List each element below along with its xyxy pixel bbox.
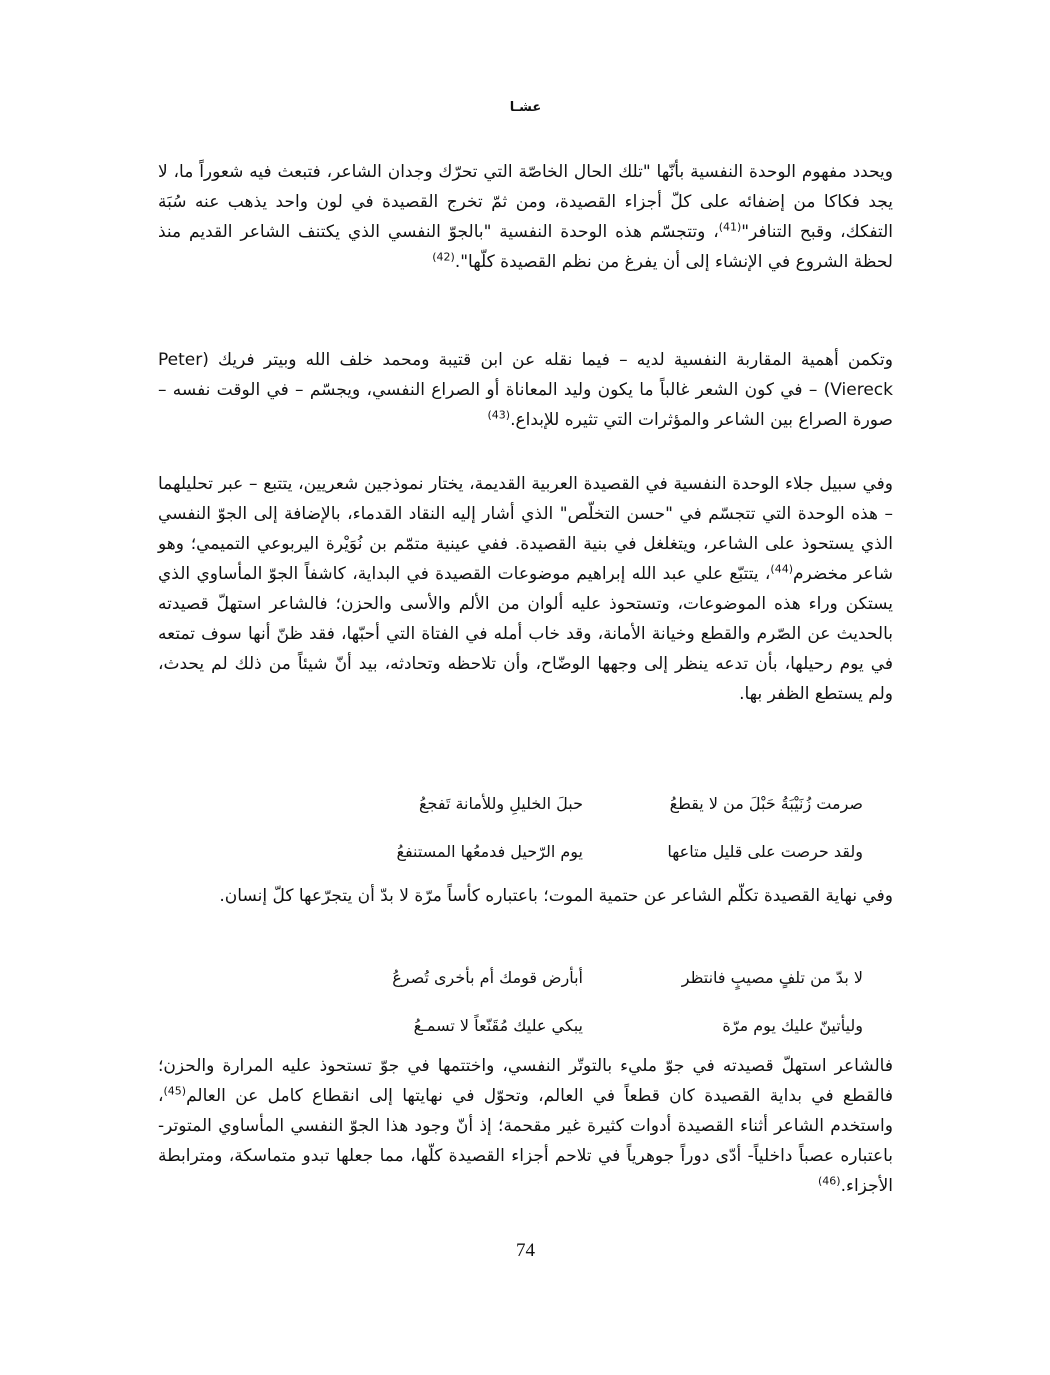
- verse-line-2: [158, 837, 893, 867]
- paragraph-1-text-b: ، وتتجسّم هذه الوحدة النفسية "بالجوّ النفسي الذي يكتنف الشاعر القديم منذ لحظة الشروع في الإنشاء إلى أن يفرغ من نظم القصيدة كلّها".: [158, 222, 893, 272]
- paragraph-3: [158, 469, 893, 709]
- paragraph-5-text-a: فالشاعر استهلّ قصيدته في جوّ مليء بالتوتّر النفسي، واختتمها في جوّ تستحوذ عليه المرارة والحزن؛ فالقطع في بداية القصيدة كان قطعاً في العالم، وتحوّل في نهايتها إلى انقطاع كامل عن العالم: [158, 1056, 893, 1106]
- verse-4-first-hemistich: وليأتينّ عليك يوم مرّة: [722, 1016, 863, 1035]
- paragraph-3-text-a: وفي سبيل جلاء الوحدة النفسية في القصيدة العربية القديمة، يختار نموذجين شعريين، يتتبع – عبر تحليلهما – هذه الوحدة التي تتجسّم في "حسن التخلّص" الذي أشار إليه النقاد القدماء، بالإضافة إلى الجوّ النفسي الذي يستحوذ على الشاعر، ويتغلغل في بنية القصيدة. ففي عينية متمّم بن نُوَيْرة اليربوعي التميمي؛ وهو شاعر مخضرم: [158, 474, 893, 584]
- paragraph-3-text-b: ، يتتبّع علي عبد الله إبراهيم موضوعات القصيدة في البداية، كاشفاً الجوّ المأساوي الذي يستكن وراء هذه الموضوعات، وتستحوذ عليه ألوان من الألم والأسى والحزن؛ فالشاعر استهلّ قصيدته بالحديث عن الصّرم والقطع وخيانة الأمانة، وقد خاب أمله في الفتاة التي أحبّها، فقد ظنّ أنها سوف تمتعه في يوم رحيلها، بأن تدعه ينظر إلى وجهها الوضّاح، وأن تلاحظه وتحادثه، بيد أنّ شيئاً من ذلك لم يحدث، ولم يستطع الظفر بها.: [158, 564, 893, 704]
- footnote-ref-46[interactable]: (46): [817, 1174, 841, 1188]
- footnote-ref-41[interactable]: (41): [718, 220, 742, 234]
- page-number: 74: [516, 1240, 535, 1261]
- verse-3-first-hemistich: لا بدّ من تلفٍ مصيبٍ فانتظر: [681, 968, 863, 987]
- footnote-ref-45[interactable]: (45): [163, 1084, 187, 1098]
- paragraph-1: [158, 157, 893, 277]
- verse-1-first-hemistich: صرمت زُنَيْبَةُ حَبْلَ من لا يقطعُ: [669, 794, 863, 813]
- paragraph-4: [158, 881, 893, 911]
- verse-4-second-hemistich: يبكي عليك مُقَنّعاً لا تسمـعُ: [413, 1016, 583, 1035]
- paragraph-4-text-a: وفي نهاية القصيدة تكلّم الشاعر عن حتمية الموت؛ باعتباره كأساً مرّة لا بدّ أن يتجرّعها كلّ إنسان.: [219, 886, 893, 906]
- footnote-ref-42[interactable]: (42): [432, 250, 455, 264]
- paragraph-1-text-a: ويحدد مفهوم الوحدة النفسية بأنّها "تلك الحال الخاصّة التي تحرّك وجدان الشاعر، فتبعث فيه شعوراً ما، لا يجد فكاكا من إضفائه على كلّ أجزاء القصيدة، ومن ثمّ تخرج القصيدة في لون واحد يذهب عنه سُبَة التفكك، وقبح التنافر": [158, 162, 893, 242]
- verse-line-4: [158, 1011, 893, 1041]
- verse-line-1: [158, 789, 893, 819]
- verse-3-second-hemistich: أبأرض قومك أم بأخرى تُصرعُ: [392, 968, 583, 987]
- paragraph-2: [158, 345, 893, 435]
- paragraph-2-text-a: وتكمن أهمية المقاربة النفسية لديه – فيما نقله عن ابن قتيبة ومحمد خلف الله وبيتر فريك (Peter Viereck) – في كون الشعر غالباً ما يكون وليد المعاناة أو الصراع النفسي، ويجسّم – في الوقت نفسه – صورة الصراع بين الشاعر والمؤثرات التي تثيره للإبداع.: [158, 350, 893, 430]
- verse-1-second-hemistich: حبلَ الخليلِ وللأمانة تَفجعُ: [419, 794, 583, 813]
- verse-2-second-hemistich: يوم الرّحيل فدمعُها المستنفعُ: [396, 842, 583, 861]
- running-head: عشـا: [509, 100, 542, 115]
- paragraph-5: [158, 1051, 893, 1201]
- paragraph-5-text-b: ، واستخدم الشاعر أثناء القصيدة أدوات كثيرة غير مقحمة؛ إذ أنّ وجود هذا الجوّ النفسي المأساوي المتوتر-باعتباره عصباً داخلياً- أدّى دوراً جوهرياً في تلاحم أجزاء القصيدة كلّها، مما جعلها تبدو متماسكة، ومترابطة الأجزاء.: [158, 1086, 893, 1196]
- footnote-ref-43[interactable]: (43): [487, 408, 511, 422]
- verse-2-first-hemistich: ولقد حرصت على قليل متاعها: [667, 842, 863, 861]
- verse-line-3: [158, 963, 893, 993]
- footnote-ref-44[interactable]: (44): [770, 562, 793, 576]
